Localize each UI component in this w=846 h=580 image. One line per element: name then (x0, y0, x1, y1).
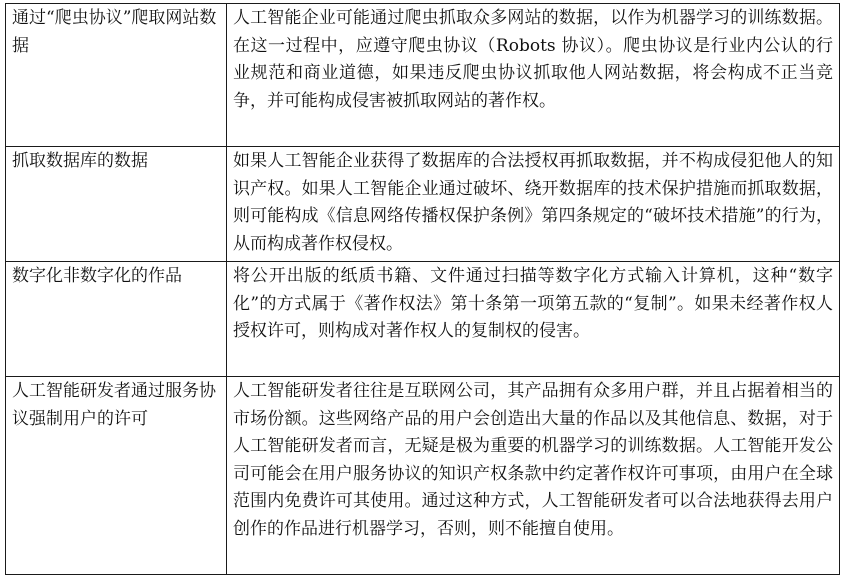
row-content-crawler-protocol: 人工智能企业可能通过爬虫抓取众多网站的数据，以作为机器学习的训练数据。在这一过程中，应遵守爬虫协议（Robots 协议）。爬虫协议是行业内公认的行业规范和商业道德，如果违反爬虫协议抓取他人网站数据，将会构成不正当竞争，并可能构成侵害被抓取网站的著作权。 (227, 4, 840, 147)
table-row (6, 377, 840, 575)
row-label-crawler-protocol: 通过“爬虫协议”爬取网站数据 (6, 4, 227, 147)
row-label-service-agreement: 人工智能研发者通过服务协议强制用户的许可 (6, 377, 227, 575)
row-label-digitized-works: 数字化非数字化的作品 (6, 262, 227, 377)
row-content-database-scraping: 如果人工智能企业获得了数据库的合法授权再抓取数据，并不构成侵犯他人的知识产权。如果人工智能企业通过破坏、绕开数据库的技术保护措施而抓取数据，则可能构成《信息网络传播权保护条例》第四条规定的“破坏技术措施”的行为，从而构成著作权侵权。 (227, 147, 840, 262)
row-content-digitized-works: 将公开出版的纸质书籍、文件通过扫描等数字化方式输入计算机，这种“数字化”的方式属于《著作权法》第十条第一项第五款的“复制”。如果未经著作权人授权许可，则构成对著作权人的复制权的侵害。 (227, 262, 840, 377)
data-acquisition-table (5, 3, 840, 575)
table-row (6, 262, 840, 377)
table-row (6, 4, 840, 147)
row-label-database-scraping: 抓取数据库的数据 (6, 147, 227, 262)
row-content-service-agreement: 人工智能研发者往往是互联网公司，其产品拥有众多用户群，并且占据着相当的市场份额。这些网络产品的用户会创造出大量的作品以及其他信息、数据，对于人工智能研发者而言，无疑是极为重要的机器学习的训练数据。人工智能开发公司可能会在用户服务协议的知识产权条款中约定著作权许可事项，由用户在全球范围内免费许可其使用。通过这种方式，人工智能研发者可以合法地获得去用户创作的作品进行机器学习，否则，则不能擅自使用。 (227, 377, 840, 575)
table-row (6, 147, 840, 262)
